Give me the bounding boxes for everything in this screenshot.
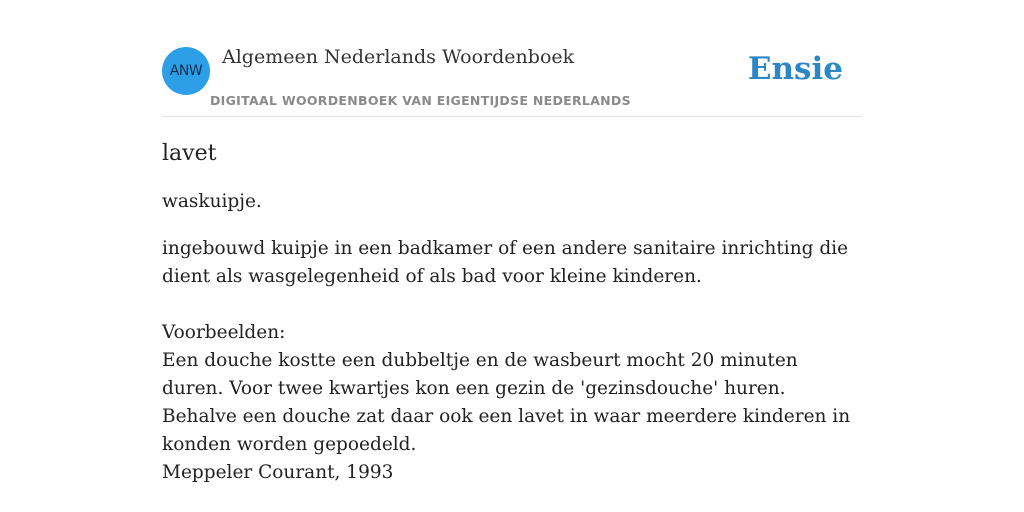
dictionary-title[interactable]: Algemeen Nederlands Woordenboek <box>222 46 575 68</box>
example-text: Een douche kostte een dubbeltje en de wasbeurt mocht 20 minuten duren. Voor twee kwartjes kon een gezin de 'gezinsdouche' huren. Behalve een douche zat daar ook een lavet in waar meerdere kinderen in konden worden gepoedeld. <box>162 350 851 455</box>
definition: ingebouwd kuipje in een badkamer of een andere sanitaire inrichting die dient als wasgelegenheid of als bad voor kleine kinderen. <box>162 238 849 287</box>
examples-label: Voorbeelden: <box>162 322 286 343</box>
dictionary-subtitle: DIGITAAL WOORDENBOEK VAN EIGENTIJDSE NEDERLANDS <box>210 93 631 108</box>
example-source: Meppeler Courant, 1993 <box>162 462 394 483</box>
anw-logo[interactable]: ANW <box>162 47 210 95</box>
examples-block <box>162 319 862 487</box>
short-definition: waskuipje. <box>162 191 262 212</box>
ensie-brand-logo[interactable]: Ensie <box>747 51 843 87</box>
dictionary-header <box>162 40 862 117</box>
entry-content <box>162 138 862 487</box>
headword: lavet <box>162 141 217 166</box>
